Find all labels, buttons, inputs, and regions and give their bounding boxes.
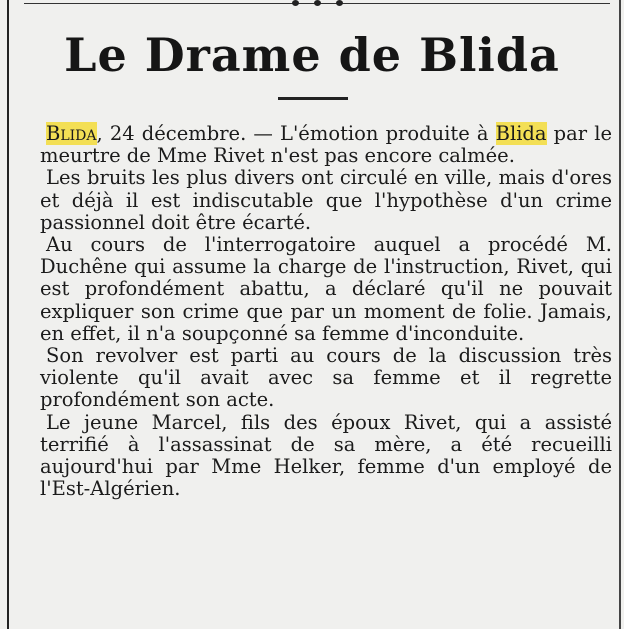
paragraph-1-rest: par le meurtre de Mme Rivet n'est pas encore calmée. bbox=[40, 122, 612, 168]
dateline-city-highlight: Blida bbox=[46, 122, 97, 145]
paragraph-5: Le jeune Marcel, fils des époux Rivet, qui a assisté terrifié à l'assassinat de sa mère, a été recueilli aujourd'hui par Mme Helker, femme d'un employé de l'Est-Algérien. bbox=[40, 410, 612, 501]
right-column-rule bbox=[619, 0, 621, 629]
left-column-rule bbox=[7, 0, 9, 629]
paragraph-2: Les bruits les plus divers ont circulé en ville, mais d'ores et déjà il est indiscutable que l'hypothèse d'un crime passionnel doit être écarté. bbox=[40, 166, 612, 234]
title-separator bbox=[278, 97, 348, 100]
paragraph-4: Son revolver est parti au cours de la discussion très violente qu'il avait avec sa femme et il regrette profondément son acte. bbox=[40, 344, 612, 412]
dateline-rest: , 24 décembre. — L'émotion produite à bbox=[96, 122, 496, 145]
article-body bbox=[40, 123, 612, 500]
paragraph-1 bbox=[40, 123, 612, 167]
paragraph-3: Au cours de l'interrogatoire auquel a procédé M. Duchêne qui assume la charge de l'instruction, Rivet, qui est profondément abattu, a déclaré qu'il ne pouvait expliquer son crime que par un moment de folie. Jamais, en effet, il n'a soupçonné sa femme d'inconduite. bbox=[40, 233, 612, 345]
article-title: Le Drame de Blida bbox=[64, 28, 560, 82]
city-highlight: Blida bbox=[495, 122, 547, 145]
top-ornament-rule bbox=[24, 0, 610, 7]
